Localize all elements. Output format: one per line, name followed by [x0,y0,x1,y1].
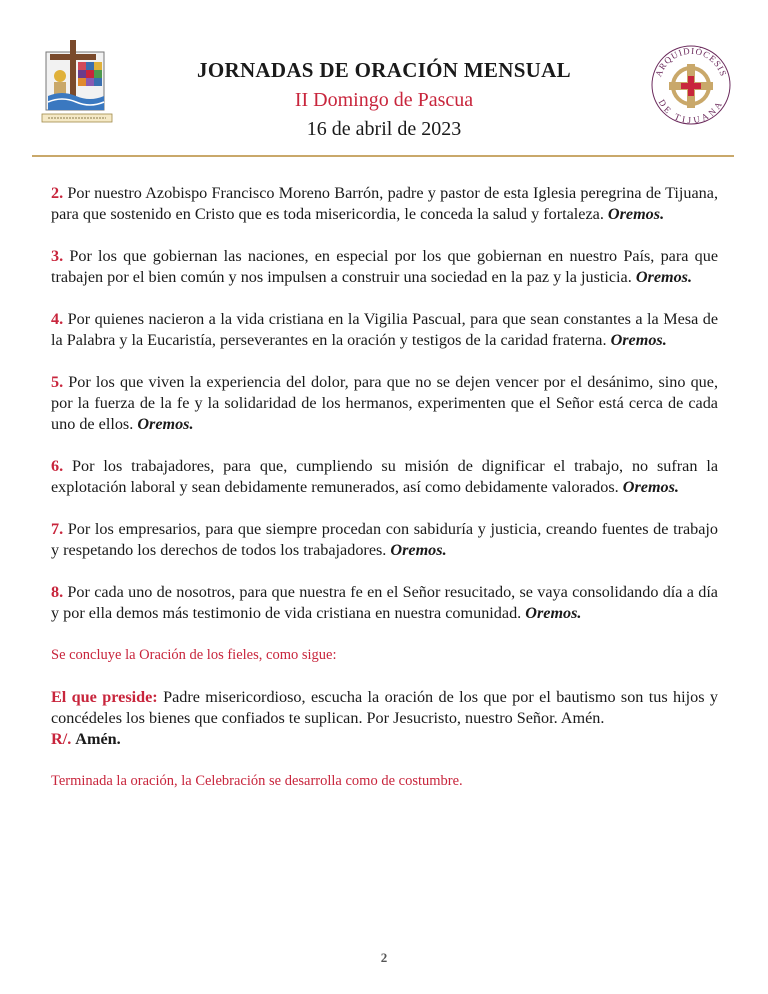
intention-number: 2. [51,184,64,202]
intention-response: Oremos. [607,205,665,223]
page-header [0,0,768,160]
intention-paragraph [51,582,718,624]
intention-text: Por quienes nacieron a la vida cristiana en la Vigilia Pascual, para que sean constantes a la Mesa de la Palabra y la Eucaristía, perseverantes en la oración y testigos de la caridad fraterna. [51,310,719,349]
intention-text: Por los que gobiernan las naciones, en especial por los que gobiernan en nuestro País, para que trabajen por el bien común y nos impulsen a construir una sociedad en la paz y la justicia. [51,247,718,286]
presider-label: El que preside: [51,688,158,706]
intention-paragraph [51,372,718,435]
intention-number: 4. [51,310,64,328]
page-subtitle: II Domingo de Pascua [294,89,474,111]
rubric-closing: Terminada la oración, la Celebración se desarrolla como de costumbre. [51,773,463,789]
page-title: JORNADAS DE ORACIÓN MENSUAL [197,58,571,82]
header-divider [32,155,734,157]
intention-text: Por los que viven la experiencia del dolor, para que no se dejen vencer por el desánimo, sino que, por la fuerza de la fe y la solidaridad de los hermanos, experimenten que el Señor está cerca de cada uno de ellos. [51,373,719,433]
intention-response: Oremos. [525,604,582,622]
svg-text:ARQUIDIÓCESIS: ARQUIDIÓCESIS [653,45,729,79]
intention-paragraph [51,519,718,561]
intention-text: Por cada uno de nosotros, para que nuestra fe en el Señor resucitado, se vaya consolidando día a día y por ella demos más testimonio de vida cristiana en nuestra comunidad. [51,583,718,622]
page-number: 2 [380,950,388,965]
prayer-body [51,183,718,813]
intention-paragraph [51,246,718,288]
intention-paragraph [51,309,718,351]
rubric-instruction: Se concluye la Oración de los fieles, como sigue: [51,647,337,663]
intention-number: 7. [51,520,64,538]
archdiocese-seal [650,44,732,126]
intention-paragraph [51,183,718,225]
intention-number: 6. [51,457,64,475]
intention-response: Oremos. [137,415,194,433]
intention-number: 8. [51,583,64,601]
intention-response: Oremos. [390,541,447,559]
intention-text: Por los empresarios, para que siempre procedan con sabiduría y justicia, creando fuentes de trabajo y respetando los derechos de todos los trabajadores. [51,520,719,559]
response-marker: R/. [51,730,72,748]
svg-text:DE TIJUANA: DE TIJUANA [656,97,726,126]
intention-number: 5. [51,373,64,391]
closing-prayer-text: Padre misericordioso, escucha la oración de los que por el bautismo son tus hijos y concédeles los bienes que confiados te suplican. Por Jesucristo, nuestro Señor. Amén. [51,688,718,727]
intention-paragraph [51,456,718,498]
intention-response: Oremos. [635,268,693,286]
response-text: Amén. [75,730,121,748]
closing-prayer [51,687,718,750]
page-date: 16 de abril de 2023 [306,118,462,140]
intention-text: Por los trabajadores, para que, cumpliendo su misión de dignificar el trabajo, no sufran la explotación laboral y sean debidamente remunerados, así como debidamente valorados. [51,457,719,496]
intention-number: 3. [51,247,64,265]
intention-response: Oremos. [622,478,679,496]
intention-response: Oremos. [610,331,667,349]
intention-text: Por nuestro Azobispo Francisco Moreno Barrón, padre y pastor de esta Iglesia peregrina de Tijuana, para que sostenido en Cristo que es toda misericordia, le conceda la salud y fortaleza. [51,184,718,223]
